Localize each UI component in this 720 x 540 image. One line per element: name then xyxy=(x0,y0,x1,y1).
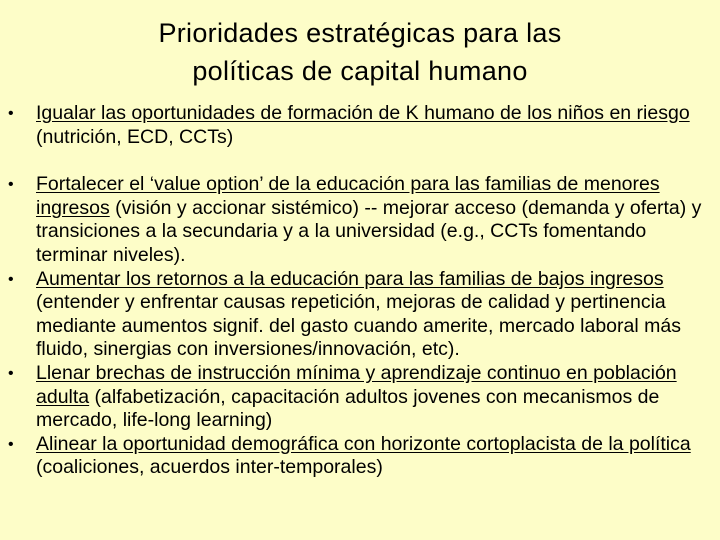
bullet-2-underlined-text: Fortalecer el ‘value option’ de la educación para las familias de menores ingresos xyxy=(36,173,660,219)
bullet-4-text: (alfabetización, capacitación adultos jovenes con mecanismos de mercado, life-long learning) xyxy=(36,385,660,432)
bullet-1-text: (nutrición, ECD, CCTs) xyxy=(36,125,234,148)
slide-title-line-1: Prioridades estratégicas para las xyxy=(158,18,562,48)
bullet-3-underlined-text: Aumentar los retornos a la educación para las familias de bajos ingresos xyxy=(36,267,664,290)
bullet-item-1 xyxy=(8,102,714,149)
bullet-list xyxy=(8,102,714,480)
bullet-5-text: (coaliciones, acuerdos inter-temporales) xyxy=(36,456,383,479)
bullet-dot-icon: • xyxy=(8,270,14,288)
bullet-item-3 xyxy=(8,268,714,362)
bullet-dot-icon: • xyxy=(8,364,14,382)
bullet-dot-icon: • xyxy=(8,105,14,122)
bullet-dot-icon: • xyxy=(8,435,14,453)
bullet-1-underlined-text: Igualar las oportunidades de formación de K humano de los niños en riesgo xyxy=(36,102,690,124)
bullet-5-underlined-text: Alinear la oportunidad demográfica con horizonte cortoplacista de la política xyxy=(36,432,691,455)
bullet-2-text: (visión y accionar sistémico) -- mejorar acceso (demanda y oferta) y transiciones a la secundaria y a la universidad (e.g., CCTs fomentando terminar niveles). xyxy=(36,196,702,266)
bullet-4-underlined-text: Llenar brechas de instrucción mínima y aprendizaje continuo en población adulta xyxy=(36,361,677,408)
bullet-dot-icon: • xyxy=(8,176,14,194)
slide-title xyxy=(0,14,720,90)
bullet-item-4 xyxy=(8,362,714,433)
slide-title-line-2: políticas de capital humano xyxy=(192,56,528,86)
bullet-3-text: (entender y enfrentar causas repetición, mejoras de calidad y pertinencia mediante aumentos signif. del gasto cuando amerite, mercado laboral más fluido, sinergias con inversiones/innovación, etc). xyxy=(36,291,681,361)
bullet-item-5 xyxy=(8,433,714,480)
bullet-item-2 xyxy=(8,173,714,267)
